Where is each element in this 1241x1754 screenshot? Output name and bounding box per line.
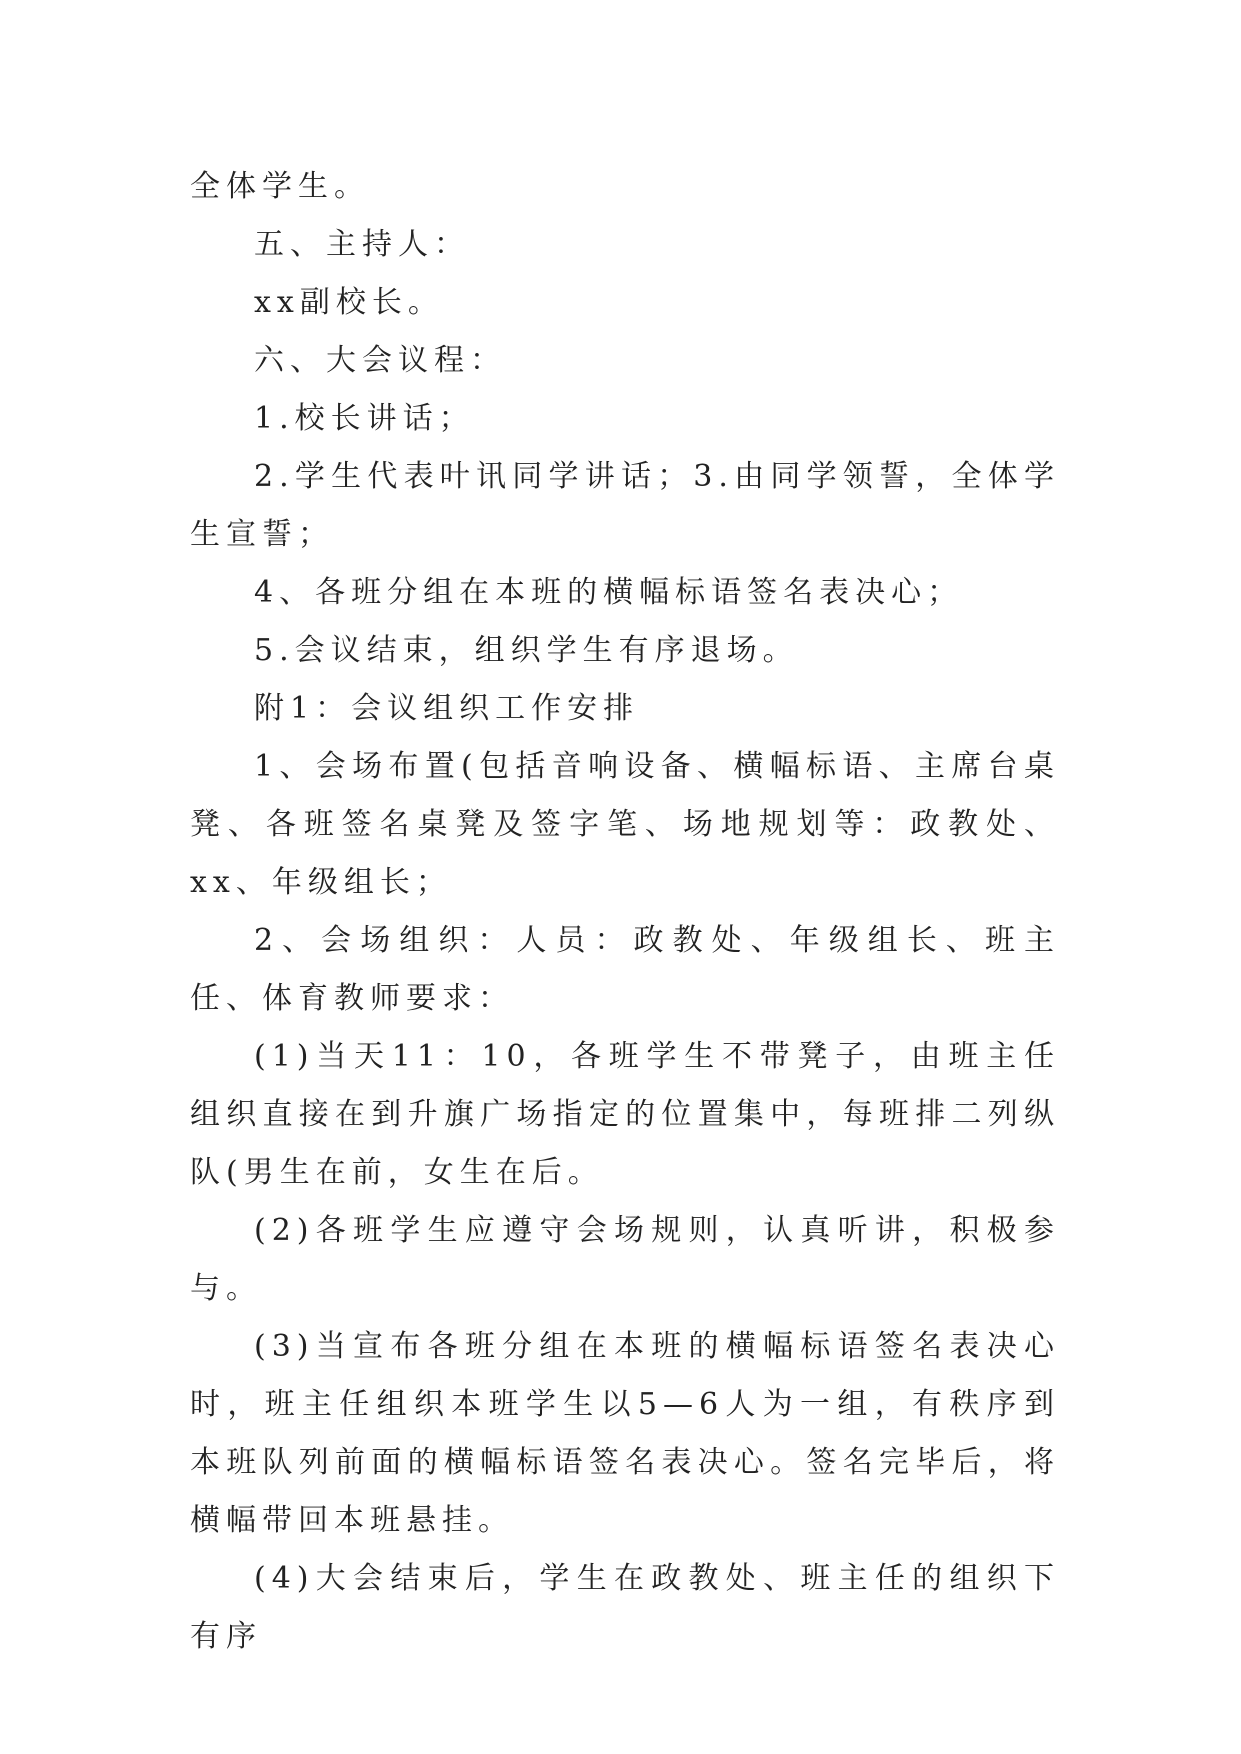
list-item: (1)当天11：10，各班学生不带凳子，由班主任组织直接在到升旗广场指定的位置集中，每班排二列纵队(男生在前，女生在后。 <box>190 1039 1060 1190</box>
list-item: 1、会场布置(包括音响设备、横幅标语、主席台桌凳、各班签名桌凳及签字笔、场地规划等：政教处、xx、年级组长； <box>190 749 1060 900</box>
paragraph: xx副校长。 <box>254 285 444 320</box>
section-heading-agenda: 六、大会议程： <box>254 343 506 378</box>
list-item: (2)各班学生应遵守会场规则，认真听讲，积极参与。 <box>190 1213 1060 1306</box>
appendix-heading: 附1：会议组织工作安排 <box>254 691 640 726</box>
agenda-item: 1.校长讲话； <box>254 401 475 436</box>
document-body <box>190 158 1060 1666</box>
paragraph: 全体学生。 <box>190 169 370 204</box>
section-heading-host: 五、主持人： <box>254 227 470 262</box>
agenda-item: 5.会议结束，组织学生有序退场。 <box>254 633 799 668</box>
agenda-item: 4、各班分组在本班的横幅标语签名表决心； <box>254 575 964 610</box>
list-item: (3)当宣布各班分组在本班的横幅标语签名表决心时，班主任组织本班学生以5—6人为一组，有秩序到本班队列前面的横幅标语签名表决心。签名完毕后，将横幅带回本班悬挂。 <box>190 1329 1060 1538</box>
list-item: 2、会场组织：人员：政教处、年级组长、班主任、体育教师要求： <box>190 923 1060 1016</box>
list-item: (4)大会结束后，学生在政教处、班主任的组织下有序 <box>190 1561 1060 1654</box>
agenda-item: 2.学生代表叶讯同学讲话；3.由同学领誓，全体学生宣誓； <box>190 459 1060 552</box>
